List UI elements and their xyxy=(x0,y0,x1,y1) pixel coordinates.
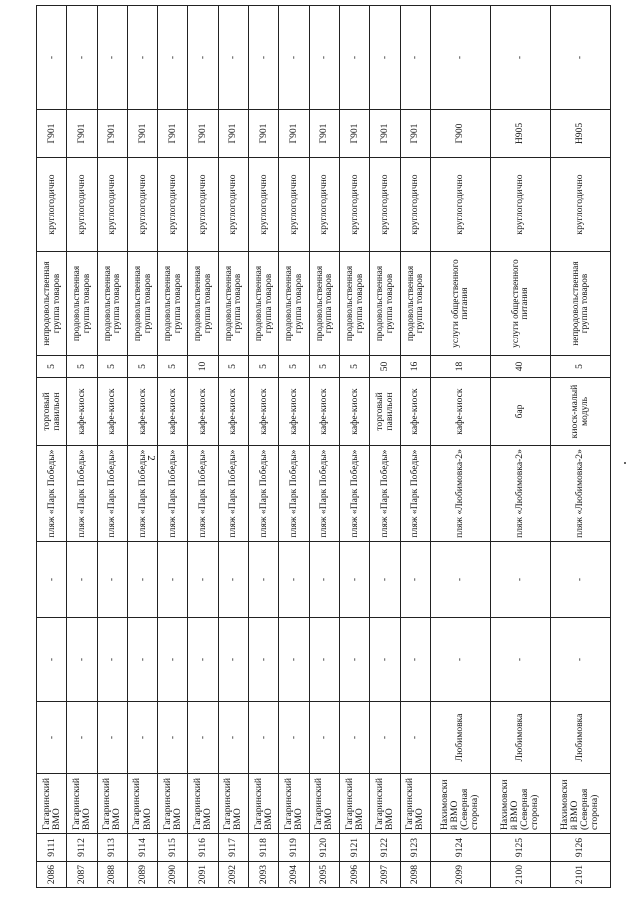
note-cell: - xyxy=(430,6,490,110)
code-cell: Н905 xyxy=(550,110,610,158)
object-id: 9118 xyxy=(249,834,279,862)
specialization-cell: продовольственная группа товаров xyxy=(400,252,430,356)
period-cell: круглогодично xyxy=(430,158,490,252)
period-cell: круглогодично xyxy=(188,158,218,252)
object-id: 9116 xyxy=(188,834,218,862)
object-type-cell: кафе-киоск xyxy=(188,378,218,446)
specialization-cell: продовольственная группа товаров xyxy=(188,252,218,356)
locality-cell: Любимовка xyxy=(430,702,490,774)
row-number: 2099 xyxy=(430,862,490,888)
object-type-cell: кафе-киоск xyxy=(279,378,309,446)
specialization-cell: продовольственная группа товаров xyxy=(309,252,339,356)
object-id: 9120 xyxy=(309,834,339,862)
place-cell: пляж «Парк Победы» xyxy=(218,446,248,542)
cadastre-cell: - xyxy=(490,542,550,618)
note-cell: - xyxy=(550,6,610,110)
row-number: 2092 xyxy=(218,862,248,888)
cadastre-cell: - xyxy=(400,542,430,618)
area-cell: 5 xyxy=(97,356,127,378)
specialization-cell: непродовольственная группа товаров xyxy=(37,252,67,356)
object-id: 9125 xyxy=(490,834,550,862)
district-cell: Гагаринский ВМО xyxy=(158,774,188,834)
object-id: 9124 xyxy=(430,834,490,862)
cadastre-cell: - xyxy=(67,542,97,618)
note-cell: - xyxy=(339,6,369,110)
place-cell: пляж «Любимовка-2» xyxy=(490,446,550,542)
object-id: 9112 xyxy=(67,834,97,862)
code-cell: Г901 xyxy=(218,110,248,158)
address-cell: - xyxy=(279,618,309,702)
specialization-cell: продовольственная группа товаров xyxy=(218,252,248,356)
place-cell: пляж «Парк Победы» xyxy=(158,446,188,542)
address-cell: - xyxy=(309,618,339,702)
district-cell: Нахимовский ВМО (Северная сторона) xyxy=(430,774,490,834)
address-cell: - xyxy=(188,618,218,702)
place-cell: пляж «Парк Победы» xyxy=(67,446,97,542)
period-cell: круглогодично xyxy=(370,158,400,252)
row-number: 2095 xyxy=(309,862,339,888)
locality-cell: - xyxy=(37,702,67,774)
address-cell: - xyxy=(400,618,430,702)
note-cell: - xyxy=(158,6,188,110)
district-cell: Гагаринский ВМО xyxy=(309,774,339,834)
object-id: 9113 xyxy=(97,834,127,862)
row-number: 2086 xyxy=(37,862,67,888)
address-cell: - xyxy=(550,618,610,702)
code-cell: Г901 xyxy=(339,110,369,158)
object-type-cell: кафе-киоск xyxy=(249,378,279,446)
place-cell: пляж «Парк Победы» xyxy=(188,446,218,542)
place-cell: пляж «Парк Победы» xyxy=(309,446,339,542)
object-id: 9121 xyxy=(339,834,369,862)
cadastre-cell: - xyxy=(37,542,67,618)
place-cell: пляж «Парк Победы» xyxy=(339,446,369,542)
area-cell: 50 xyxy=(370,356,400,378)
code-cell: Г900 xyxy=(430,110,490,158)
address-cell: - xyxy=(249,618,279,702)
row-number: 2098 xyxy=(400,862,430,888)
area-cell: 16 xyxy=(400,356,430,378)
object-type-cell: торговый павильон xyxy=(37,378,67,446)
address-cell: - xyxy=(67,618,97,702)
rotated-table-wrapper xyxy=(36,6,610,888)
specialization-cell: непродовольственная группа товаров xyxy=(550,252,610,356)
row-number: 2088 xyxy=(97,862,127,888)
registry-table xyxy=(36,5,611,888)
object-type-cell: кафе-киоск xyxy=(218,378,248,446)
specialization-cell: услуги общественного питания xyxy=(430,252,490,356)
period-cell: круглогодично xyxy=(127,158,157,252)
area-cell: 40 xyxy=(490,356,550,378)
note-cell: - xyxy=(67,6,97,110)
specialization-cell: продовольственная группа товаров xyxy=(67,252,97,356)
table-row xyxy=(249,6,279,888)
object-id: 9122 xyxy=(370,834,400,862)
area-cell: 5 xyxy=(127,356,157,378)
locality-cell: - xyxy=(67,702,97,774)
place-cell: пляж «Парк Победы» xyxy=(249,446,279,542)
period-cell: круглогодично xyxy=(490,158,550,252)
area-cell: 5 xyxy=(309,356,339,378)
district-cell: Гагаринский ВМО xyxy=(188,774,218,834)
district-cell: Нахимовский ВМО (Северная сторона) xyxy=(490,774,550,834)
table-row xyxy=(279,6,309,888)
locality-cell: - xyxy=(400,702,430,774)
period-cell: круглогодично xyxy=(279,158,309,252)
locality-cell: - xyxy=(249,702,279,774)
object-type-cell: кафе-киоск xyxy=(309,378,339,446)
period-cell: круглогодично xyxy=(249,158,279,252)
code-cell: Г901 xyxy=(188,110,218,158)
place-cell: пляж «Парк Победы» xyxy=(279,446,309,542)
object-type-cell: кафе-киоск xyxy=(67,378,97,446)
cadastre-cell: - xyxy=(370,542,400,618)
district-cell: Гагаринский ВМО xyxy=(67,774,97,834)
page-number: 2 xyxy=(144,455,157,461)
object-type-cell: кафе-киоск xyxy=(127,378,157,446)
cadastre-cell: - xyxy=(188,542,218,618)
row-number: 2096 xyxy=(339,862,369,888)
object-type-cell: кафе-киоск xyxy=(158,378,188,446)
code-cell: Г901 xyxy=(279,110,309,158)
scan-dot xyxy=(624,462,626,464)
cadastre-cell: - xyxy=(309,542,339,618)
district-cell: Нахимовский ВМО (Северная сторона) xyxy=(550,774,610,834)
specialization-cell: продовольственная группа товаров xyxy=(158,252,188,356)
place-cell: пляж «Любимовка-2» xyxy=(550,446,610,542)
area-cell: 5 xyxy=(37,356,67,378)
locality-cell: - xyxy=(127,702,157,774)
code-cell: Г901 xyxy=(309,110,339,158)
row-number: 2100 xyxy=(490,862,550,888)
locality-cell: - xyxy=(97,702,127,774)
address-cell: - xyxy=(158,618,188,702)
object-id: 9117 xyxy=(218,834,248,862)
object-type-cell: кафе-киоск xyxy=(430,378,490,446)
district-cell: Гагаринский ВМО xyxy=(127,774,157,834)
address-cell: - xyxy=(97,618,127,702)
area-cell: 5 xyxy=(67,356,97,378)
period-cell: круглогодично xyxy=(339,158,369,252)
object-id: 9111 xyxy=(37,834,67,862)
address-cell: - xyxy=(37,618,67,702)
cadastre-cell: - xyxy=(127,542,157,618)
place-cell: пляж «Парк Победы» xyxy=(127,446,157,542)
locality-cell: - xyxy=(158,702,188,774)
locality-cell: - xyxy=(279,702,309,774)
row-number: 2097 xyxy=(370,862,400,888)
table-row xyxy=(67,6,97,888)
locality-cell: Любимовка xyxy=(490,702,550,774)
cadastre-cell: - xyxy=(218,542,248,618)
table-row xyxy=(370,6,400,888)
object-id: 9114 xyxy=(127,834,157,862)
note-cell: - xyxy=(37,6,67,110)
code-cell: Н905 xyxy=(490,110,550,158)
specialization-cell: продовольственная группа товаров xyxy=(249,252,279,356)
place-cell: пляж «Парк Победы» xyxy=(97,446,127,542)
row-number: 2093 xyxy=(249,862,279,888)
address-cell: - xyxy=(127,618,157,702)
note-cell: - xyxy=(490,6,550,110)
row-number: 2101 xyxy=(550,862,610,888)
table-row xyxy=(339,6,369,888)
specialization-cell: продовольственная группа товаров xyxy=(339,252,369,356)
locality-cell: - xyxy=(370,702,400,774)
note-cell: - xyxy=(127,6,157,110)
area-cell: 5 xyxy=(218,356,248,378)
row-number: 2094 xyxy=(279,862,309,888)
table-row xyxy=(158,6,188,888)
place-cell: пляж «Парк Победы» xyxy=(37,446,67,542)
object-type-cell: киоск-малый модуль xyxy=(550,378,610,446)
district-cell: Гагаринский ВМО xyxy=(249,774,279,834)
place-cell: пляж «Любимовка-2» xyxy=(430,446,490,542)
area-cell: 10 xyxy=(188,356,218,378)
address-cell: - xyxy=(490,618,550,702)
address-cell: - xyxy=(430,618,490,702)
period-cell: круглогодично xyxy=(97,158,127,252)
row-number: 2090 xyxy=(158,862,188,888)
locality-cell: - xyxy=(218,702,248,774)
period-cell: круглогодично xyxy=(67,158,97,252)
code-cell: Г901 xyxy=(97,110,127,158)
address-cell: - xyxy=(370,618,400,702)
code-cell: Г901 xyxy=(67,110,97,158)
note-cell: - xyxy=(279,6,309,110)
area-cell: 5 xyxy=(158,356,188,378)
note-cell: - xyxy=(249,6,279,110)
row-number: 2087 xyxy=(67,862,97,888)
district-cell: Гагаринский ВМО xyxy=(339,774,369,834)
specialization-cell: продовольственная группа товаров xyxy=(370,252,400,356)
object-type-cell: торговый павильон xyxy=(370,378,400,446)
code-cell: Г901 xyxy=(158,110,188,158)
locality-cell: - xyxy=(339,702,369,774)
object-type-cell: бар xyxy=(490,378,550,446)
cadastre-cell: - xyxy=(279,542,309,618)
period-cell: круглогодично xyxy=(309,158,339,252)
code-cell: Г901 xyxy=(127,110,157,158)
district-cell: Гагаринский ВМО xyxy=(97,774,127,834)
district-cell: Гагаринский ВМО xyxy=(400,774,430,834)
specialization-cell: продовольственная группа товаров xyxy=(279,252,309,356)
note-cell: - xyxy=(309,6,339,110)
note-cell: - xyxy=(188,6,218,110)
table-row xyxy=(430,6,490,888)
locality-cell: - xyxy=(309,702,339,774)
period-cell: круглогодично xyxy=(400,158,430,252)
object-id: 9115 xyxy=(158,834,188,862)
period-cell: круглогодично xyxy=(218,158,248,252)
place-cell: пляж «Парк Победы» xyxy=(400,446,430,542)
cadastre-cell: - xyxy=(97,542,127,618)
district-cell: Гагаринский ВМО xyxy=(218,774,248,834)
code-cell: Г901 xyxy=(400,110,430,158)
period-cell: круглогодично xyxy=(37,158,67,252)
object-id: 9126 xyxy=(550,834,610,862)
cadastre-cell: - xyxy=(430,542,490,618)
code-cell: Г901 xyxy=(37,110,67,158)
table-row xyxy=(490,6,550,888)
locality-cell: Любимовка xyxy=(550,702,610,774)
area-cell: 5 xyxy=(279,356,309,378)
district-cell: Гагаринский ВМО xyxy=(37,774,67,834)
object-type-cell: кафе-киоск xyxy=(339,378,369,446)
area-cell: 5 xyxy=(339,356,369,378)
object-id: 9119 xyxy=(279,834,309,862)
table-row xyxy=(218,6,248,888)
object-type-cell: кафе-киоск xyxy=(400,378,430,446)
note-cell: - xyxy=(97,6,127,110)
district-cell: Гагаринский ВМО xyxy=(279,774,309,834)
table-row xyxy=(127,6,157,888)
code-cell: Г901 xyxy=(370,110,400,158)
cadastre-cell: - xyxy=(550,542,610,618)
table-row xyxy=(97,6,127,888)
period-cell: круглогодично xyxy=(158,158,188,252)
table-row xyxy=(309,6,339,888)
place-cell: пляж «Парк Победы» xyxy=(370,446,400,542)
table-row xyxy=(37,6,67,888)
object-id: 9123 xyxy=(400,834,430,862)
row-number: 2091 xyxy=(188,862,218,888)
locality-cell: - xyxy=(188,702,218,774)
object-type-cell: кафе-киоск xyxy=(97,378,127,446)
note-cell: - xyxy=(218,6,248,110)
specialization-cell: услуги общественного питания xyxy=(490,252,550,356)
row-number: 2089 xyxy=(127,862,157,888)
cadastre-cell: - xyxy=(249,542,279,618)
area-cell: 5 xyxy=(249,356,279,378)
table-row xyxy=(400,6,430,888)
area-cell: 18 xyxy=(430,356,490,378)
table-row xyxy=(188,6,218,888)
specialization-cell: продовольственная группа товаров xyxy=(97,252,127,356)
address-cell: - xyxy=(339,618,369,702)
area-cell: 5 xyxy=(550,356,610,378)
district-cell: Гагаринский ВМО xyxy=(370,774,400,834)
code-cell: Г901 xyxy=(249,110,279,158)
specialization-cell: продовольственная группа товаров xyxy=(127,252,157,356)
table-row xyxy=(550,6,610,888)
period-cell: круглогодично xyxy=(550,158,610,252)
cadastre-cell: - xyxy=(158,542,188,618)
note-cell: - xyxy=(370,6,400,110)
address-cell: - xyxy=(218,618,248,702)
cadastre-cell: - xyxy=(339,542,369,618)
note-cell: - xyxy=(400,6,430,110)
